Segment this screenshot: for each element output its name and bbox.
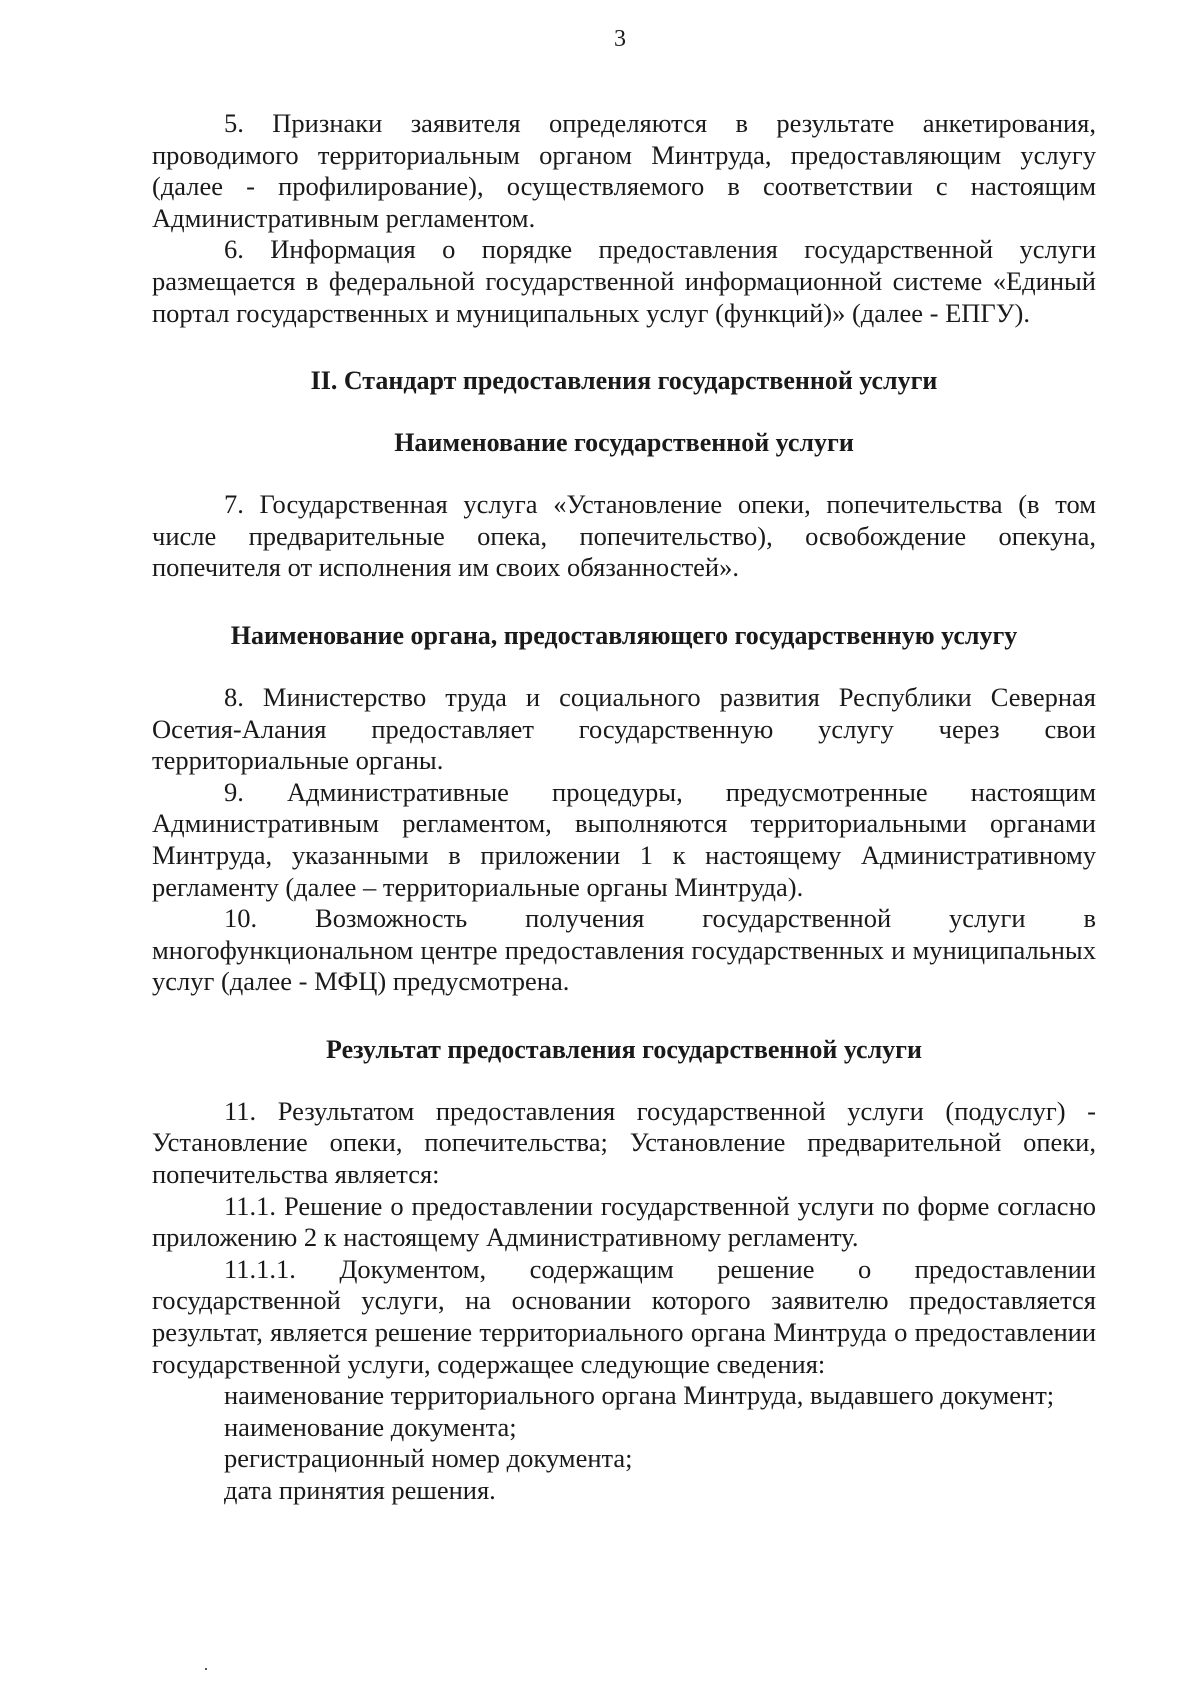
list-item-document-name: наименование документа; [224, 1411, 517, 1442]
document-body [152, 108, 1096, 1507]
paragraph-8: 8. Министерство труда и социального развития Республики Северная Осетия-Алания предоставляет государственную услугу через свои территориальные органы. [152, 681, 1096, 776]
list-item-registration-number: регистрационный номер документа; [224, 1443, 633, 1474]
paragraph-10: 10. Возможность получения государственной услуги в многофункциональном центре предоставления государственных и муниципальных услуг (далее - МФЦ) предусмотрена. [152, 903, 1096, 997]
page-number: 3 [614, 26, 626, 52]
paragraph-11: 11. Результатом предоставления государственной услуги (подуслуг) - Установление опеки, попечительства; Установление предварительной опеки, попечительства является: [152, 1095, 1096, 1190]
subheading-service-result: Результат предоставления государственной услуги [326, 1034, 922, 1064]
paragraph-6: 6. Информация о порядке предоставления государственной услуги размещается в федеральной государственной информационной системе «Единый портал государственных и муниципальных услуг (функций)» (далее - ЕПГУ). [152, 234, 1096, 328]
paragraph-5: 5. Признаки заявителя определяются в результате анкетирования, проводимого территориальным органом Минтруда, предоставляющим услугу (далее - профилирование), осуществляемого в соответствии с настоящим Административным регламентом. [152, 108, 1096, 233]
subheading-authority-name: Наименование органа, предоставляющего государственную услугу [230, 620, 1018, 650]
subheading-service-name: Наименование государственной услуги [394, 428, 854, 458]
section-heading-standard: II. Стандарт предоставления государственной услуги [310, 366, 938, 396]
list-item-decision-date: дата принятия решения. [224, 1475, 496, 1505]
paragraph-9: 9. Административные процедуры, предусмотренные настоящим Административным регламентом, выполняются территориальными органами Минтруда, указанными в приложении 1 к настоящему Административному регламенту (далее – территориальные органы Минтруда). [152, 776, 1096, 902]
paragraph-11-1-1: 11.1.1. Документом, содержащим решение о предоставлении государственной услуги, на основании которого заявителю предоставляется результат, является решение территориального органа Минтруда о предоставлении государственной услуги, содержащее следующие сведения: [152, 1253, 1096, 1379]
scan-speck [205, 1668, 207, 1670]
paragraph-11-1: 11.1. Решение о предоставлении государственной услуги по форме согласно приложению 2 к настоящему Административному регламенту. [152, 1190, 1096, 1253]
list-item-authority-name: наименование территориального органа Минтруда, выдавшего документ; [224, 1380, 1055, 1411]
paragraph-7: 7. Государственная услуга «Установление опеки, попечительства (в том числе предварительные опека, попечительство), освобождение опекуна, попечителя от исполнения им своих обязанностей». [152, 489, 1096, 583]
